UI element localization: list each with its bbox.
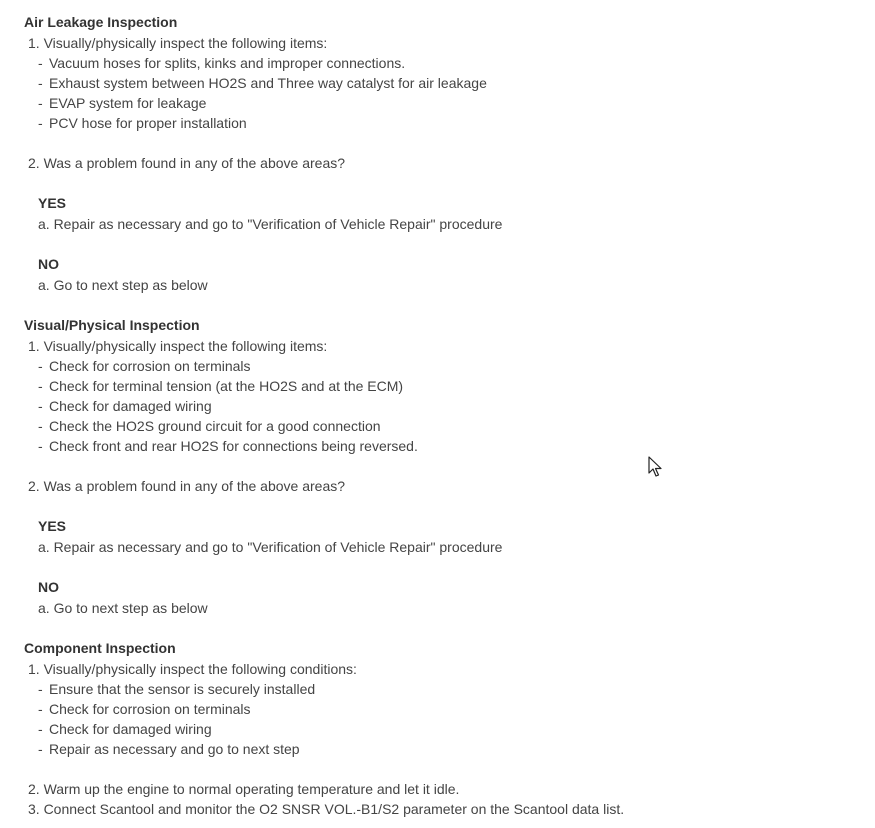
list-item: - EVAP system for leakage [38, 95, 207, 111]
yes-label: YES [38, 518, 67, 534]
section-title: Air Leakage Inspection [24, 14, 178, 30]
section-title: Component Inspection [24, 640, 176, 656]
no-action: a. Go to next step as below [38, 277, 208, 293]
step-text: 1. Visually/physically inspect the following conditions: [28, 661, 357, 677]
list-item: - Check for corrosion on terminals [38, 701, 251, 717]
list-item: - Check for terminal tension (at the HO2S and at the ECM) [38, 378, 404, 394]
step-text: 2. Warm up the engine to normal operating temperature and let it idle. [28, 781, 460, 797]
step-text: 1. Visually/physically inspect the following items: [28, 35, 328, 51]
list-item: - Check for damaged wiring [38, 398, 212, 414]
list-item: - Repair as necessary and go to next step [38, 741, 300, 757]
list-item: - Check front and rear HO2S for connections being reversed. [38, 438, 418, 454]
list-item: - Check for damaged wiring [38, 721, 212, 737]
mouse-pointer-icon [648, 456, 664, 478]
section-title: Visual/Physical Inspection [24, 317, 200, 333]
list-item: - Exhaust system between HO2S and Three way catalyst for air leakage [38, 75, 487, 91]
list-item: - Vacuum hoses for splits, kinks and improper connections. [38, 55, 406, 71]
list-item: - Ensure that the sensor is securely installed [38, 681, 316, 697]
yes-action: a. Repair as necessary and go to "Verification of Vehicle Repair" procedure [38, 216, 503, 232]
yes-action: a. Repair as necessary and go to "Verification of Vehicle Repair" procedure [38, 539, 503, 555]
no-label: NO [38, 579, 59, 595]
no-label: NO [38, 256, 59, 272]
no-action: a. Go to next step as below [38, 600, 208, 616]
step-text: 2. Was a problem found in any of the above areas? [28, 478, 346, 494]
list-item: - Check the HO2S ground circuit for a good connection [38, 418, 381, 434]
list-item: - PCV hose for proper installation [38, 115, 247, 131]
list-item: - Check for corrosion on terminals [38, 358, 251, 374]
yes-label: YES [38, 195, 67, 211]
step-text: 3. Connect Scantool and monitor the O2 SNSR VOL.-B1/S2 parameter on the Scantool data list. [28, 801, 625, 817]
step-text: 2. Was a problem found in any of the above areas? [28, 155, 346, 171]
step-text: 1. Visually/physically inspect the following items: [28, 338, 328, 354]
